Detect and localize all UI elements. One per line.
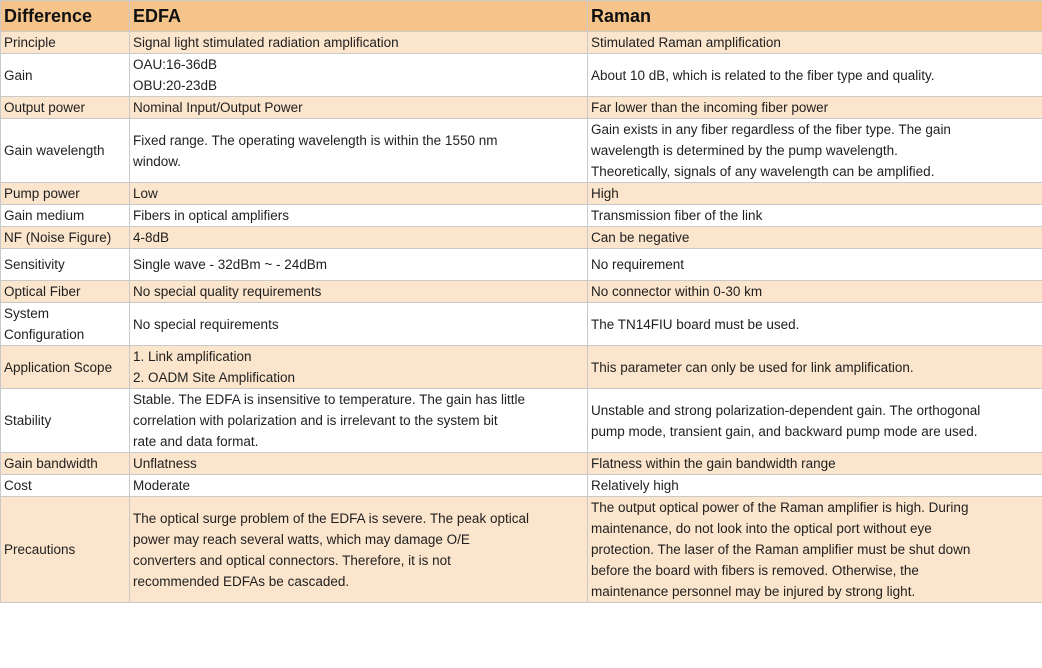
raman-cell: No requirement (588, 249, 1042, 281)
edfa-cell: Nominal Input/Output Power (130, 97, 588, 119)
table-row (1, 389, 1042, 453)
row-label: Gain medium (1, 205, 130, 227)
table-row (1, 32, 1042, 54)
edfa-cell: Fibers in optical amplifiers (130, 205, 588, 227)
edfa-cell: Signal light stimulated radiation amplification (130, 32, 588, 54)
table-row (1, 281, 1042, 303)
table-row (1, 303, 1042, 346)
row-label: Gain (1, 54, 130, 97)
row-label: System Configuration (1, 303, 130, 346)
table-row (1, 119, 1042, 183)
edfa-cell: Unflatness (130, 453, 588, 475)
table-row (1, 475, 1042, 497)
table-row (1, 497, 1042, 603)
edfa-cell: No special requirements (130, 303, 588, 346)
edfa-cell: OAU:16-36dB OBU:20-23dB (130, 54, 588, 97)
table-row (1, 183, 1042, 205)
table-row (1, 249, 1042, 281)
row-label: Output power (1, 97, 130, 119)
edfa-cell: Single wave - 32dBm ~ - 24dBm (130, 249, 588, 281)
table-row (1, 346, 1042, 389)
raman-cell: Far lower than the incoming fiber power (588, 97, 1042, 119)
edfa-cell: Fixed range. The operating wavelength is within the 1550 nm window. (130, 119, 588, 183)
raman-cell: Unstable and strong polarization-dependent gain. The orthogonal pump mode, transient gain, and backward pump mode are used. (588, 389, 1042, 453)
row-label: Sensitivity (1, 249, 130, 281)
header-raman: Raman (588, 1, 1042, 32)
raman-cell: This parameter can only be used for link amplification. (588, 346, 1042, 389)
raman-cell: Transmission fiber of the link (588, 205, 1042, 227)
raman-cell: High (588, 183, 1042, 205)
edfa-cell: Low (130, 183, 588, 205)
raman-cell: Gain exists in any fiber regardless of the fiber type. The gain wavelength is determined by the pump wavelength. Theoretically, signals of any wavelength can be amplified. (588, 119, 1042, 183)
edfa-cell: No special quality requirements (130, 281, 588, 303)
edfa-cell: Moderate (130, 475, 588, 497)
row-label: NF (Noise Figure) (1, 227, 130, 249)
edfa-cell: 4-8dB (130, 227, 588, 249)
table-row (1, 227, 1042, 249)
row-label: Gain wavelength (1, 119, 130, 183)
raman-cell: The TN14FIU board must be used. (588, 303, 1042, 346)
raman-cell: Flatness within the gain bandwidth range (588, 453, 1042, 475)
edfa-cell: Stable. The EDFA is insensitive to temperature. The gain has little correlation with polarization and is irrelevant to the system bit rate and data format. (130, 389, 588, 453)
raman-cell: Stimulated Raman amplification (588, 32, 1042, 54)
row-label: Gain bandwidth (1, 453, 130, 475)
table-row (1, 97, 1042, 119)
raman-cell: Can be negative (588, 227, 1042, 249)
raman-cell: No connector within 0-30 km (588, 281, 1042, 303)
raman-cell: The output optical power of the Raman amplifier is high. During maintenance, do not look into the optical port without eye protection. The laser of the Raman amplifier must be shut down before the board with fibers is removed. Otherwise, the maintenance personnel may be injured by strong light. (588, 497, 1042, 603)
row-label: Optical Fiber (1, 281, 130, 303)
table-row (1, 54, 1042, 97)
row-label: Stability (1, 389, 130, 453)
raman-cell: About 10 dB, which is related to the fiber type and quality. (588, 54, 1042, 97)
header-edfa: EDFA (130, 1, 588, 32)
row-label: Cost (1, 475, 130, 497)
row-label: Principle (1, 32, 130, 54)
header-difference: Difference (1, 1, 130, 32)
header-row (1, 1, 1042, 32)
row-label: Pump power (1, 183, 130, 205)
edfa-cell: 1. Link amplification 2. OADM Site Amplification (130, 346, 588, 389)
row-label: Application Scope (1, 346, 130, 389)
raman-cell: Relatively high (588, 475, 1042, 497)
row-label: Precautions (1, 497, 130, 603)
table-row (1, 453, 1042, 475)
edfa-cell: The optical surge problem of the EDFA is severe. The peak optical power may reach several watts, which may damage O/E converters and optical connectors. Therefore, it is not recommended EDFAs be cascaded. (130, 497, 588, 603)
table-row (1, 205, 1042, 227)
